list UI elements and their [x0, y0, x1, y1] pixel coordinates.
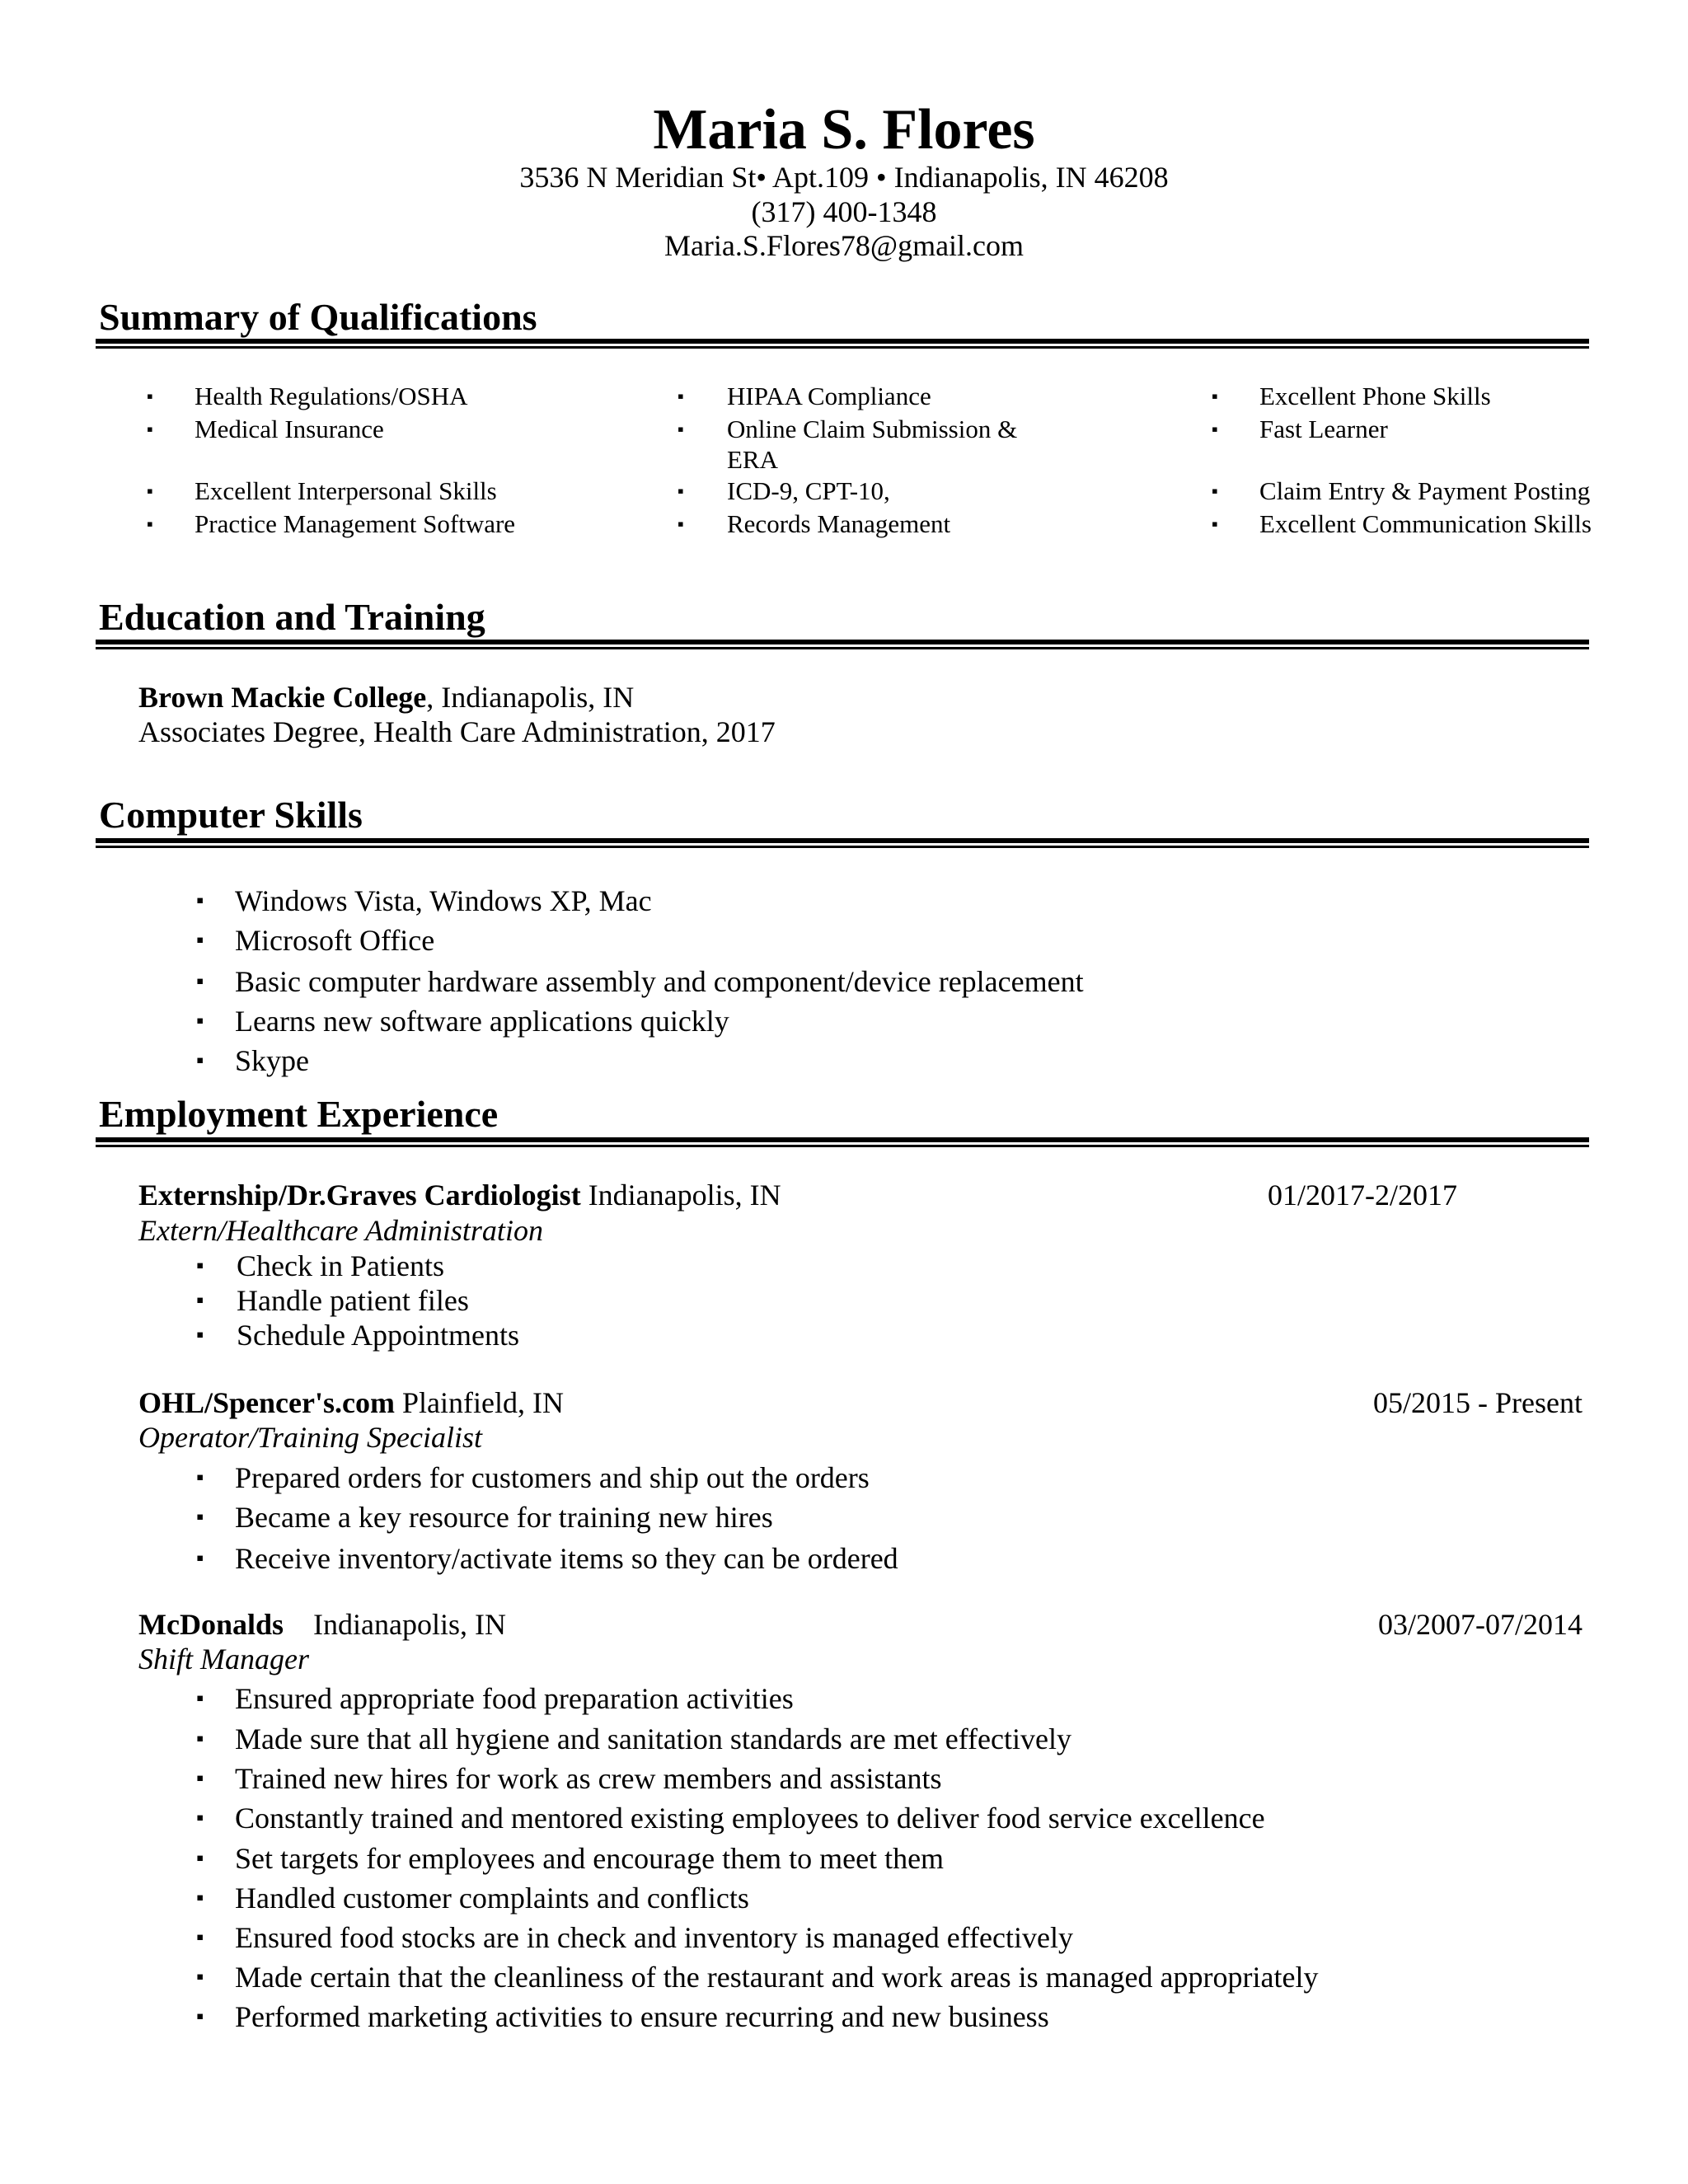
job-duty: Schedule Appointments	[237, 1319, 519, 1352]
bullet-icon: ▪	[147, 513, 153, 534]
bullet-icon: ▪	[196, 1806, 204, 1830]
job-duty: Ensured appropriate food preparation activities	[235, 1682, 794, 1715]
job-dates: 05/2015 - Present	[1373, 1386, 1582, 1419]
job-duty: Prepared orders for customers and ship out the orders	[235, 1461, 870, 1494]
bullet-icon: ▪	[196, 928, 204, 952]
job-duty: Constantly trained and mentored existing employees to deliver food service excellence	[235, 1802, 1265, 1835]
school-name: Brown Mackie College	[138, 681, 427, 714]
bullet-icon: ▪	[678, 419, 684, 439]
resume-name: Maria S. Flores	[653, 98, 1035, 162]
computer-skill-item: Microsoft Office	[235, 924, 435, 957]
section-rule	[96, 838, 1589, 849]
computer-skill-item: Skype	[235, 1044, 309, 1077]
job-duty: Check in Patients	[237, 1249, 444, 1282]
bullet-icon: ▪	[196, 1505, 204, 1529]
qualification-item: HIPAA Compliance	[727, 382, 931, 410]
qualification-item: ICD-9, CPT-10,	[727, 476, 890, 505]
section-heading-employment: Employment Experience	[99, 1093, 499, 1135]
bullet-icon: ▪	[196, 1546, 204, 1570]
section-rule	[96, 339, 1589, 349]
job-duty: Made sure that all hygiene and sanitation standards are met effectively	[235, 1722, 1071, 1755]
job-duty: Became a key resource for training new hires	[235, 1501, 773, 1534]
bullet-icon: ▪	[1212, 419, 1218, 439]
job-dates: 03/2007-07/2014	[1378, 1608, 1582, 1641]
job-duty: Handle patient files	[237, 1284, 469, 1317]
job-dates: 01/2017-2/2017	[1268, 1179, 1457, 1212]
section-heading-computer-skills: Computer Skills	[99, 794, 363, 836]
bullet-icon: ▪	[678, 513, 684, 534]
qualification-item: Fast Learner	[1259, 415, 1388, 443]
bullet-icon: ▪	[196, 1886, 204, 1910]
job-header	[138, 1606, 506, 1643]
job-role: Shift Manager	[138, 1643, 309, 1675]
section-rule	[96, 1137, 1589, 1148]
bullet-icon: ▪	[196, 1727, 204, 1750]
bullet-icon: ▪	[196, 1965, 204, 1989]
qualification-item-continued: ERA	[727, 445, 778, 474]
bullet-icon: ▪	[678, 386, 684, 406]
bullet-icon: ▪	[196, 1323, 204, 1347]
job-duty: Trained new hires for work as crew members and assistants	[235, 1762, 942, 1795]
computer-skill-item: Learns new software applications quickly	[235, 1005, 729, 1038]
bullet-icon: ▪	[196, 1288, 204, 1312]
job-duty: Made certain that the cleanliness of the restaurant and work areas is managed appropriately	[235, 1961, 1319, 1994]
job-duty: Handled customer complaints and conflicts	[235, 1882, 749, 1915]
education-school-line	[138, 679, 634, 715]
bullet-icon: ▪	[196, 888, 204, 912]
qualification-item: Records Management	[727, 509, 951, 538]
bullet-icon: ▪	[1212, 513, 1218, 534]
qualification-item: Health Regulations/OSHA	[195, 382, 468, 410]
qualification-item: Excellent Phone Skills	[1259, 382, 1491, 410]
bullet-icon: ▪	[196, 1465, 204, 1489]
bullet-icon: ▪	[196, 1048, 204, 1072]
bullet-icon: ▪	[678, 480, 684, 501]
education-degree: Associates Degree, Health Care Administration, 2017	[138, 715, 776, 748]
phone-line: (317) 400-1348	[751, 195, 937, 228]
job-employer: Externship/Dr.Graves Cardiologist	[138, 1179, 581, 1212]
job-role: Operator/Training Specialist	[138, 1421, 483, 1454]
qualification-item: Excellent Communication Skills	[1259, 509, 1592, 538]
address-line: 3536 N Meridian St• Apt.109 • Indianapolis, IN 46208	[519, 161, 1169, 194]
job-duty: Set targets for employees and encourage them to meet them	[235, 1842, 945, 1875]
bullet-icon: ▪	[196, 969, 204, 993]
job-location: Plainfield, IN	[394, 1386, 564, 1419]
bullet-icon: ▪	[147, 386, 153, 406]
section-heading-summary: Summary of Qualifications	[99, 296, 537, 338]
job-duty: Receive inventory/activate items so they can be ordered	[235, 1542, 898, 1575]
qualification-item: Claim Entry & Payment Posting	[1259, 476, 1591, 505]
bullet-icon: ▪	[196, 1925, 204, 1949]
job-header	[138, 1177, 781, 1213]
bullet-icon: ▪	[196, 1686, 204, 1710]
bullet-icon: ▪	[196, 1009, 204, 1033]
bullet-icon: ▪	[196, 1846, 204, 1870]
job-employer: McDonalds	[138, 1608, 284, 1641]
qualification-item: Excellent Interpersonal Skills	[195, 476, 497, 505]
job-duty: Performed marketing activities to ensure recurring and new business	[235, 2000, 1049, 2033]
bullet-icon: ▪	[147, 419, 153, 439]
bullet-icon: ▪	[196, 1766, 204, 1790]
qualification-item: Practice Management Software	[195, 509, 516, 538]
bullet-icon: ▪	[196, 2004, 204, 2028]
job-employer: OHL/Spencer's.com	[138, 1386, 395, 1419]
bullet-icon: ▪	[196, 1254, 204, 1277]
bullet-icon: ▪	[147, 480, 153, 501]
section-heading-education: Education and Training	[99, 596, 485, 638]
bullet-icon: ▪	[1212, 480, 1218, 501]
job-location: Indianapolis, IN	[580, 1179, 781, 1212]
job-header	[138, 1385, 564, 1421]
computer-skill-item: Windows Vista, Windows XP, Mac	[235, 884, 652, 917]
computer-skill-item: Basic computer hardware assembly and component/device replacement	[235, 965, 1084, 998]
school-location: , Indianapolis, IN	[426, 681, 635, 714]
bullet-icon: ▪	[1212, 386, 1218, 406]
qualification-item: Medical Insurance	[195, 415, 384, 443]
job-role: Extern/Healthcare Administration	[138, 1214, 543, 1247]
section-rule	[96, 640, 1589, 650]
email-line: Maria.S.Flores78@gmail.com	[663, 229, 1025, 262]
qualification-item: Online Claim Submission &	[727, 415, 1018, 443]
job-location: Indianapolis, IN	[284, 1608, 506, 1641]
job-duty: Ensured food stocks are in check and inventory is managed effectively	[235, 1921, 1073, 1954]
